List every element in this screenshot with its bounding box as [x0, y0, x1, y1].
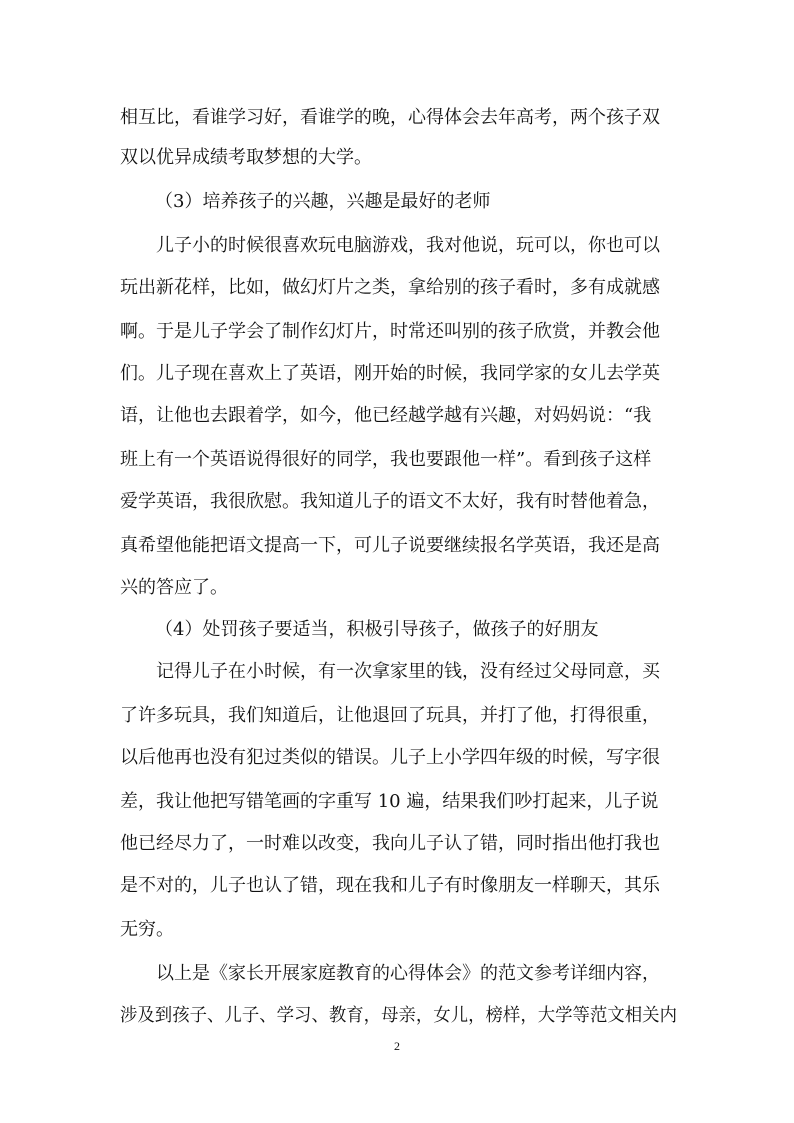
section-heading: （4）处罚孩子要适当，积极引导孩子，做孩子的好朋友 [155, 619, 599, 640]
text-line: 儿子小的时候很喜欢玩电脑游戏，我对他说，玩可以，你也可以 [156, 235, 660, 256]
text-line: 爱学英语，我很欣慰。我知道儿子的语文不太好，我有时替他着急， [120, 491, 660, 512]
text-line: 以后他再也没有犯过类似的错误。儿子上小学四年级的时候，写字很 [120, 747, 660, 768]
text-line: 无穷。 [120, 919, 174, 940]
text-line: 相互比，看谁学习好，看谁学的晚，心得体会去年高考，两个孩子双 [120, 107, 660, 128]
text-line: 双以优异成绩考取梦想的大学。 [120, 147, 372, 168]
text-line: 以上是《家长开展家庭教育的心得体会》的范文参考详细内容， [156, 963, 660, 984]
text-line: 了许多玩具，我们知道后，让他退回了玩具，并打了他，打得很重， [120, 705, 660, 726]
text-line: 是不对的，儿子也认了错，现在我和儿子有时像朋友一样聊天，其乐 [120, 875, 660, 896]
text-line: 班上有一个英语说得很好的同学，我也要跟他一样”。看到孩子这样 [120, 449, 652, 470]
text-line: 啊。于是儿子学会了制作幻灯片，时常还叫别的孩子欣赏，并教会他 [120, 321, 660, 342]
text-line: 语，让他也去跟着学，如今，他已经越学越有兴趣，对妈妈说：“我 [120, 405, 652, 426]
page-number: 2 [394, 1039, 400, 1053]
text-line: 他已经尽力了，一时难以改变，我向儿子认了错，同时指出他打我也 [120, 833, 660, 854]
text-line: 真希望他能把语文提高一下，可儿子说要继续报名学英语，我还是高 [120, 535, 660, 556]
text-line: 们。儿子现在喜欢上了英语，刚开始的时候，我同学家的女儿去学英 [120, 363, 660, 384]
text-line: 兴的答应了。 [120, 577, 228, 598]
text-line: 差，我让他把写错笔画的字重写 10 遍，结果我们吵打起来，儿子说 [120, 791, 659, 812]
text-line: 涉及到孩子、儿子、学习、教育，母亲，女儿，榜样，大学等范文相关内 [120, 1005, 677, 1026]
text-line: 记得儿子在小时候，有一次拿家里的钱，没有经过父母同意，买 [156, 661, 660, 682]
section-heading: （3）培养孩子的兴趣，兴趣是最好的老师 [155, 191, 491, 212]
text-line: 玩出新花样，比如，做幻灯片之类，拿给别的孩子看时，多有成就感 [120, 277, 660, 298]
